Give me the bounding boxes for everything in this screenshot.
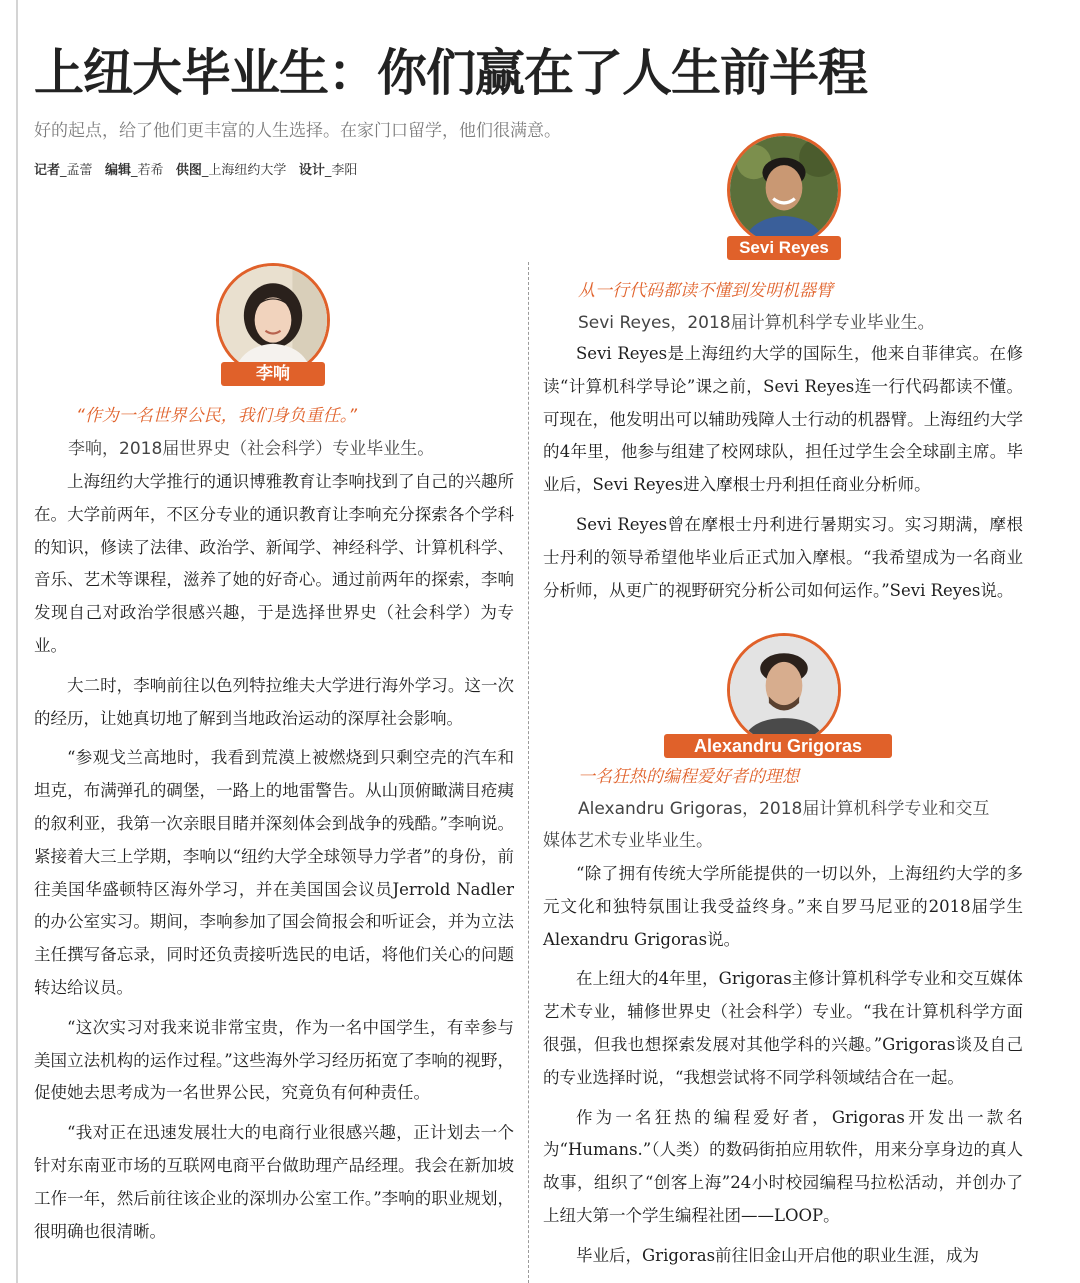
lixiang-name-tag: 李响 bbox=[221, 362, 325, 386]
lixiang-intro: 李响，2018届世界史（社会科学）专业毕业生。 bbox=[68, 439, 435, 459]
left-margin-rule bbox=[16, 0, 18, 1283]
lixiang-photo bbox=[219, 266, 327, 374]
article-title: 上纽大毕业生：你们赢在了人生前半程 bbox=[34, 44, 867, 102]
sevi-intro: Sevi Reyes，2018届计算机科学专业毕业生。 bbox=[578, 313, 935, 333]
credit-label: 记者 bbox=[34, 163, 61, 178]
credit-value: _若希 bbox=[130, 163, 164, 178]
credit-label: 编辑 bbox=[104, 163, 131, 178]
body-paragraph: Sevi Reyes是上海纽约大学的国际生，他来自菲律宾。在修读“计算机科学导论”课之前，Sevi Reyes连一行代码都读不懂。可现在，他发明出可以辅助残障人士行动的机器臂。上海纽约大学的4年里，他参与组建了校网球队，担任过学生会全球副主席。毕业后，Sevi Reyes进入摩根士丹利担任商业分析师。 bbox=[543, 344, 1023, 495]
lixiang-quote: “作为一名世界公民，我们身负重任。” bbox=[76, 406, 358, 426]
alexandru-portrait bbox=[727, 633, 841, 747]
body-paragraph: 上海纽约大学推行的通识博雅教育让李响找到了自己的兴趣所在。大学前两年，不区分专业的通识教育让李响充分探索各个学科的知识，修读了法律、政治学、新闻学、神经科学、计算机科学、音乐、艺术等课程，滋养了她的好奇心。通过前两年的探索，李响发现自己对政治学很感兴趣，于是选择世界史（社会科学）为专业。 bbox=[34, 472, 514, 655]
sevi-portrait bbox=[727, 133, 841, 247]
body-paragraph: Sevi Reyes曾在摩根士丹利进行暑期实习。实习期满，摩根士丹利的领导希望他毕业后正式加入摩根。“我希望成为一名商业分析师，从更广的视野研究分析公司如何运作。”Sevi Reyes说。 bbox=[543, 514, 1023, 600]
sevi-body bbox=[543, 338, 1023, 607]
article-subtitle: 好的起点，给了他们更丰富的人生选择。在家门口留学，他们很满意。 bbox=[34, 121, 561, 141]
credit-label: 设计 bbox=[298, 163, 325, 178]
sevi-photo bbox=[730, 136, 838, 244]
column-divider bbox=[528, 262, 529, 1283]
body-paragraph: “这次实习对我来说非常宝贵，作为一名中国学生，有幸参与美国立法机构的运作过程。”这些海外学习经历拓宽了李响的视野，促使她去思考成为一名世界公民，究竟负有何种责任。 bbox=[34, 1017, 514, 1103]
body-paragraph: 在上纽大的4年里，Grigoras主修计算机科学专业和交互媒体艺术专业，辅修世界史（社会科学）专业。“我在计算机科学方面很强，但我也想探索发展对其他学科的兴趣。”Grigoras谈及自己的专业选择时说，“我想尝试将不同学科领域结合在一起。 bbox=[543, 969, 1023, 1087]
body-paragraph: 大二时，李响前往以色列特拉维夫大学进行海外学习。这一次的经历，让她真切地了解到当地政治运动的深厚社会影响。 bbox=[34, 675, 514, 728]
lixiang-body bbox=[34, 466, 514, 1248]
sevi-quote: 从一行代码都读不懂到发明机器臂 bbox=[578, 281, 833, 301]
lixiang-portrait bbox=[216, 263, 330, 377]
alexandru-photo bbox=[730, 636, 838, 744]
credit-label: 供图 bbox=[175, 163, 202, 178]
credit-value: _孟蕾 bbox=[60, 163, 93, 178]
alexandru-intro-line2: 媒体艺术专业毕业生。 bbox=[543, 831, 713, 851]
credits-line bbox=[34, 161, 357, 181]
alexandru-intro-line1: Alexandru Grigoras，2018届计算机科学专业和交互 bbox=[578, 799, 990, 819]
credit-value: _上海纽约大学 bbox=[201, 163, 287, 178]
body-paragraph: “除了拥有传统大学所能提供的一切以外，上海纽约大学的多元文化和独特氛围让我受益终身。”来自罗马尼亚的2018届学生Alexandru Grigoras说。 bbox=[543, 864, 1023, 949]
body-paragraph: “参观戈兰高地时，我看到荒漠上被燃烧到只剩空壳的汽车和坦克，布满弹孔的碉堡，一路上的地雷警告。从山顶俯瞰满目疮痍的叙利亚，我第一次亲眼目睹并深刻体会到战争的残酷。”李响说。紧接着大三上学期，李响以“纽约大学全球领导力学者”的身份，前往美国华盛顿特区海外学习，并在美国国会议员Jerrold Nadler的办公室实习。期间，李响参加了国会简报会和听证会，并为立法主任撰写备忘录，同时还负责接听选民的电话，将他们关心的问题转达给议员。 bbox=[34, 748, 514, 997]
body-paragraph: 作为一名狂热的编程爱好者，Grigoras开发出一款名为“Humans.”（人类）的数码街拍应用软件，用来分享身边的真人故事，组织了“创客上海”24小时校园编程马拉松活动，并创办了上纽大第一个学生编程社团——LOOP。 bbox=[543, 1107, 1023, 1225]
body-paragraph: “我对正在迅速发展壮大的电商行业很感兴趣，正计划去一个针对东南亚市场的互联网电商平台做助理产品经理。我会在新加坡工作一年，然后前往该企业的深圳办公室工作。”李响的职业规划，很明确也很清晰。 bbox=[34, 1123, 514, 1241]
credit-value: _李阳 bbox=[324, 163, 358, 178]
alexandru-body bbox=[543, 858, 1023, 1273]
alexandru-name-tag: Alexandru Grigoras bbox=[664, 734, 892, 758]
body-paragraph: 毕业后，Grigoras前往旧金山开启他的职业生涯，成为 bbox=[576, 1245, 980, 1265]
sevi-name-tag: Sevi Reyes bbox=[727, 236, 841, 260]
alexandru-quote: 一名狂热的编程爱好者的理想 bbox=[578, 767, 799, 787]
